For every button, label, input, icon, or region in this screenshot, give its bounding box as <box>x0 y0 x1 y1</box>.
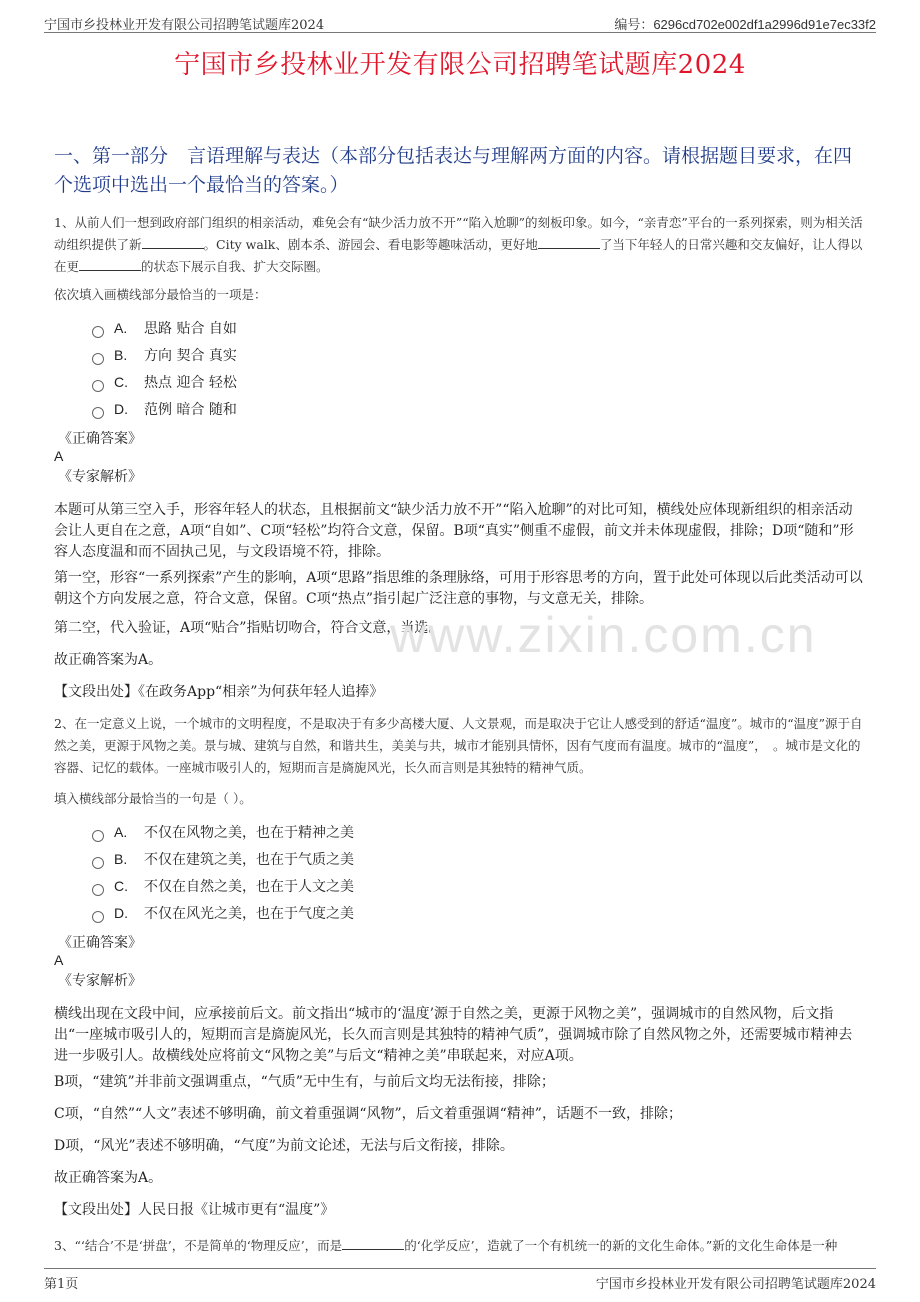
document-title: 宁国市乡投林业开发有限公司招聘笔试题库2024 <box>174 50 746 80</box>
q2-option-a[interactable]: A. 不仅在风物之美，也在于精神之美 <box>92 822 354 842</box>
q2-option-d[interactable]: D. 不仅在风光之美，也在于气度之美 <box>92 903 354 923</box>
analysis-paragraph: 横线出现在文段中间，应承接前后文。前文指出“城市的‘温度’源于自然之美，更源于风物之美”，强调城市的自然风物，后文指出“一座城市吸引人的，短期而言是旖旎风光，长久而言则是其独特的精神气质”，强调城市除了自然风物之外，还需要城市精神去进一步吸引人。故横线处应将前文“风物之美”与后文“精神之美”串联起来，对应A项。 <box>54 1006 853 1064</box>
question-2-prompt: 填入横线部分最恰当的一句是（ ）。 <box>54 791 252 806</box>
analysis-paragraph: 第二空，代入验证，A项“贴合”指贴切吻合，符合文意，当选。 <box>54 620 443 636</box>
fill-blank <box>142 236 204 249</box>
analysis-label: 《专家解析》 <box>58 973 142 989</box>
radio-icon[interactable] <box>92 407 104 419</box>
source-citation: 【文段出处】人民日报《让城市更有“温度”》 <box>54 1202 335 1218</box>
fill-blank <box>342 1237 404 1250</box>
page-number: 第1页 <box>44 1277 79 1292</box>
analysis-paragraph: B项，“建筑”并非前文强调重点，“气质”无中生有，与前后文均无法衔接，排除； <box>54 1074 555 1090</box>
answer-label: 《正确答案》 <box>58 431 142 447</box>
analysis-paragraph: 本题可从第三空入手，形容年轻人的状态，且根据前文“缺少活力放不开”“陷入尬聊”的对比可知，横线处应体现新组织的相亲活动会让人更自在之意，A项“自如”、C项“轻松”均符合文意，保留。B项“真实”侧重不虚假，前文并未体现虚假，排除；D项“随和”形容人态度温和而不固执己见，与文段语境不符，排除。 <box>54 502 854 560</box>
radio-icon[interactable] <box>92 911 104 923</box>
header-left-title: 宁国市乡投林业开发有限公司招聘笔试题库2024 <box>44 18 325 33</box>
q1-option-c[interactable]: C. 热点 迎合 轻松 <box>92 372 237 392</box>
q2-option-b[interactable]: B. 不仅在建筑之美，也在于气质之美 <box>92 849 354 869</box>
footer-title: 宁国市乡投林业开发有限公司招聘笔试题库2024 <box>595 1277 876 1292</box>
radio-icon[interactable] <box>92 326 104 338</box>
radio-icon[interactable] <box>92 353 104 365</box>
question-3-stem: 3、“‘结合’不是‘拼盘’，不是简单的‘物理反应’，而是 的‘化学反应’，造就了一个有机统一的新的文化生命体。”新的文化生命体是一种 <box>54 1238 838 1253</box>
section-heading: 一、第一部分 言语理解与表达（本部分包括表达与理解两方面的内容。请根据题目要求，在四个选项中选出一个最恰当的答案。） <box>54 145 853 196</box>
radio-icon[interactable] <box>92 380 104 392</box>
answer-label: 《正确答案》 <box>58 935 142 951</box>
fill-blank <box>79 258 141 271</box>
analysis-paragraph: 故正确答案为A。 <box>54 1170 163 1186</box>
source-citation: 【文段出处】《在政务App“相亲”为何获年轻人追捧》 <box>54 684 384 700</box>
radio-icon[interactable] <box>92 830 104 842</box>
document-id: 编号：6296cd702e002df1a2996d91e7ec33f2 <box>614 17 876 32</box>
answer-value: A <box>54 952 64 968</box>
analysis-paragraph: 第一空，形容“一系列探索”产生的影响，A项“思路”指思维的条理脉络，可用于形容思考的方向，置于此处可体现以后此类活动可以朝这个方向发展之意，符合文意，保留。C项“热点”指引起广泛注意的事物，与文意无关，排除。 <box>54 570 863 607</box>
q1-option-a[interactable]: A. 思路 贴合 自如 <box>92 318 237 338</box>
analysis-label: 《专家解析》 <box>58 469 142 485</box>
page-header <box>44 12 876 33</box>
page-footer <box>44 1268 876 1292</box>
analysis-paragraph: D项，“风光”表述不够明确，“气度”为前文论述，无法与后文衔接，排除。 <box>54 1138 514 1154</box>
question-1-stem: 1、从前人们一想到政府部门组织的相亲活动，难免会有“缺少活力放不开”“陷入尬聊”的刻板印象。如今，“亲青恋”平台的一系列探索，则为相关活动组织提供了新 。City walk、剧本杀、游园会、看电影等趣味活动，更好地 了当下年轻人的日常兴趣和交友偏好，让人得以在更 的状态下展示自我、扩大交际圈。 <box>54 215 863 274</box>
answer-value: A <box>54 448 64 464</box>
radio-icon[interactable] <box>92 857 104 869</box>
q2-option-c[interactable]: C. 不仅在自然之美，也在于人文之美 <box>92 876 354 896</box>
analysis-paragraph: C项，“自然”“人文”表述不够明确，前文着重强调“风物”，后文着重强调“精神”，话题不一致，排除； <box>54 1106 682 1122</box>
radio-icon[interactable] <box>92 884 104 896</box>
q1-option-d[interactable]: D. 范例 暗合 随和 <box>92 399 237 419</box>
q1-option-b[interactable]: B. 方向 契合 真实 <box>92 345 237 365</box>
fill-blank <box>538 236 600 249</box>
watermark: www.zixin.com.cn <box>390 607 817 663</box>
analysis-paragraph: 故正确答案为A。 <box>54 652 163 668</box>
question-1-prompt: 依次填入画横线部分最恰当的一项是： <box>54 287 267 302</box>
question-2-stem: 2、在一定意义上说，一个城市的文明程度，不是取决于有多少高楼大厦、人文景观，而是取决于它让人感受到的舒适“温度”。城市的“温度”源于自然之美，更源于风物之美。景与城、建筑与自然，和谐共生，美美与共，城市才能别具情怀，因有气度而有温度。城市的“温度”， 。城市是文化的容器、记忆的载体。一座城市吸引人的，短期而言是旖旎风光，长久而言则是其独特的精神气质。 <box>54 716 863 775</box>
